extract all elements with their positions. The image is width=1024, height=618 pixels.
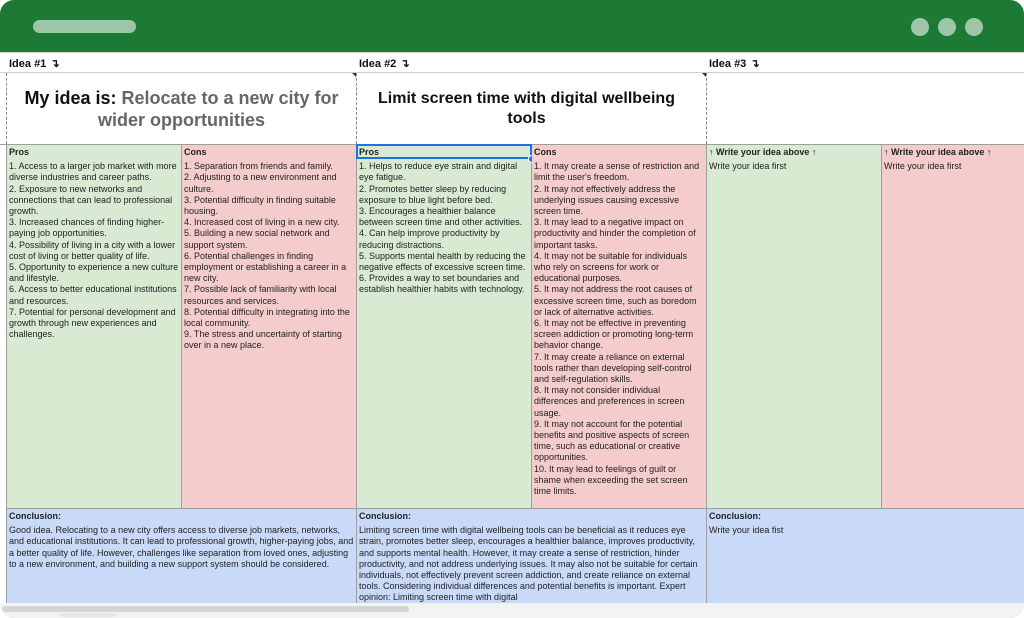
list-item: 10. It may lead to feelings of guilt or shame when exceeding the set screen time limits. — [534, 463, 688, 497]
pros-label: Pros — [9, 147, 30, 157]
write-idea-above-label: ↑ Write your idea above ↑ — [884, 147, 992, 157]
idea-1-conclusion-cell[interactable] — [6, 509, 357, 618]
list-item: 8. It may not consider individual differences and preferences in screen usage. — [534, 385, 685, 418]
list-item: 1. Helps to reduce eye strain and digital eye fatigue. — [359, 161, 518, 183]
list-item: 1. It may create a sense of restriction and limit the user's freedom. — [534, 161, 700, 183]
idea-1-pros-cell[interactable] — [6, 145, 182, 509]
list-item: 6. Provides a way to set boundaries and establish healthier habits with technology. — [359, 273, 525, 295]
horizontal-scrollbar[interactable] — [0, 603, 1024, 618]
idea-2-title-text: Limit screen time with digital wellbeing tools — [378, 90, 675, 127]
idea-1-header-label: Idea #1 — [9, 58, 47, 70]
idea-2-header-label: Idea #2 — [359, 58, 397, 70]
down-arrow-icon: ↴ — [750, 58, 760, 70]
list-item: 4. Can help improve productivity by reducing distractions. — [359, 228, 500, 250]
list-item: 2. Promotes better sleep by reducing exposure to blue light before bed. — [359, 183, 507, 205]
list-item: 3. Encourages a healthier balance between screen time and other activities. — [359, 206, 523, 228]
list-item: 1. Access to a larger job market with more diverse industries and career paths. — [9, 161, 177, 183]
cell-note-marker — [352, 73, 356, 77]
idea-1-title-prefix: My idea is: — [24, 88, 117, 108]
window-control-dot[interactable] — [938, 18, 956, 36]
list-item: 9. It may not account for the potential benefits and positive aspects of screen time, such as educational or creative opportunities. — [534, 418, 690, 463]
list-item: 5. It may not address the root causes of excessive screen time, such as boredom or lack of alternative activities. — [534, 284, 697, 317]
idea-3-conclusion-cell[interactable] — [707, 509, 1024, 618]
cons-label: Cons — [184, 147, 207, 157]
list-item: 2. Exposure to new networks and connections that can lead to professional growth. — [9, 183, 173, 217]
idea-3-cons-cell[interactable] — [882, 145, 1024, 509]
idea-3-pros-cell[interactable] — [707, 145, 882, 509]
list-item: 7. It may create a reliance on external tools rather than developing self-control and self-regulation skills. — [534, 351, 692, 385]
write-idea-above-label: ↑ Write your idea above ↑ — [709, 147, 817, 157]
idea-1-title-cell[interactable] — [6, 73, 357, 144]
idea-2-cons-cell[interactable] — [532, 145, 707, 509]
list-item: 4. Possibility of living in a city with a lower cost of living or better quality of life. — [9, 239, 176, 261]
window-control-dot[interactable] — [911, 18, 929, 36]
conclusion-label: Conclusion: — [359, 511, 411, 521]
list-item: 3. Increased chances of finding higher-paying job opportunities. — [9, 217, 165, 239]
conclusion-text: Limiting screen time with digital wellbeing tools can be beneficial as it reduces eye strain, promotes better sleep, encourages a healthier balance, improves productivity, and supports mental health. However, it may create a sense of restriction, hinder productivity, and not address underlying issues. It may also not be suitable for certain individuals, not effectively prevent screen addiction, and create reliance on external tools. Considering individual differences and potential benefits is important. Expert opinion: Limiting screen time with digital — [359, 525, 698, 603]
list-item: 4. It may not be suitable for individuals who rely on screens for work or educational purposes. — [534, 250, 688, 284]
idea-3-header — [709, 57, 760, 72]
cons-label: Cons — [534, 147, 557, 157]
list-item: 7. Potential for personal development and growth through new experiences and challenges. — [9, 306, 176, 340]
idea-2-header — [359, 57, 410, 72]
list-item: 5. Building a new social network and support system. — [184, 228, 330, 250]
idea-1-cons-cell[interactable] — [182, 145, 357, 509]
list-item: 5. Supports mental health by reducing the negative effects of excessive screen time. — [359, 250, 526, 273]
list-item: 7. Possible lack of familiarity with local resources and services. — [184, 284, 337, 306]
conclusion-text: Good idea. Relocating to a new city offers access to diverse job markets, networks, and educational institutions. It can lead to professional growth, higher-paying jobs, and a better quality of life. However, challenges like separation from loved ones, adjusting to a new environment, and building a new support system should be considered. — [9, 525, 354, 569]
idea-1-title-text: Relocate to a new city for wider opportunities — [97, 88, 339, 130]
list-item: 3. It may lead to a negative impact on productivity and hinder the completion of important tasks. — [534, 217, 696, 250]
scrollbar-thumb[interactable] — [2, 606, 409, 612]
cell-note-marker — [702, 73, 706, 77]
idea-3-header-label: Idea #3 — [709, 58, 747, 70]
list-item: 6. Potential challenges in finding employment or establishing a career in a new city. — [184, 250, 347, 284]
selected-cell-outline[interactable] — [356, 144, 532, 159]
conclusion-text: Write your idea fist — [709, 525, 784, 536]
list-item: 1. Separation from friends and family. — [184, 161, 333, 172]
idea-3-title-cell[interactable] — [707, 73, 1024, 144]
down-arrow-icon: ↴ — [400, 58, 410, 70]
list-item: 8. Potential difficulty in integrating into the local community. — [184, 306, 350, 329]
write-idea-first-text: Write your idea first — [709, 161, 787, 172]
list-item: 5. Opportunity to experience a new culture and lifestyle. — [9, 262, 179, 284]
list-item: 4. Increased cost of living in a new city. — [184, 217, 340, 228]
address-bar-placeholder — [33, 20, 136, 33]
list-item: 2. It may not effectively address the underlying issues causing excessive screen time. — [534, 183, 680, 217]
down-arrow-icon: ↴ — [50, 58, 60, 70]
idea-2-conclusion-cell[interactable] — [357, 509, 707, 618]
scrollbar-track-indicator — [60, 613, 116, 617]
list-item: 3. Potential difficulty in finding suitable housing. — [184, 194, 336, 217]
list-item: 9. The stress and uncertainty of starting over in a new place. — [184, 329, 342, 351]
window-titlebar — [0, 0, 1024, 52]
idea-1-header — [9, 57, 60, 72]
list-item: 6. Access to better educational institutions and resources. — [9, 284, 177, 306]
grid-line — [0, 52, 1024, 53]
window-control-dot[interactable] — [965, 18, 983, 36]
spreadsheet-grid[interactable] — [0, 52, 1024, 618]
conclusion-label: Conclusion: — [709, 511, 761, 521]
pros-label: Pros — [359, 147, 380, 157]
idea-2-pros-cell[interactable] — [357, 145, 532, 509]
list-item: 6. It may not be effective in preventing screen addiction or promoting long-term behavior change. — [534, 318, 694, 351]
idea-2-title-cell[interactable] — [357, 73, 707, 144]
write-idea-first-text: Write your idea first — [884, 161, 962, 172]
list-item: 2. Adjusting to a new environment and culture. — [184, 172, 337, 194]
conclusion-label: Conclusion: — [9, 511, 61, 521]
